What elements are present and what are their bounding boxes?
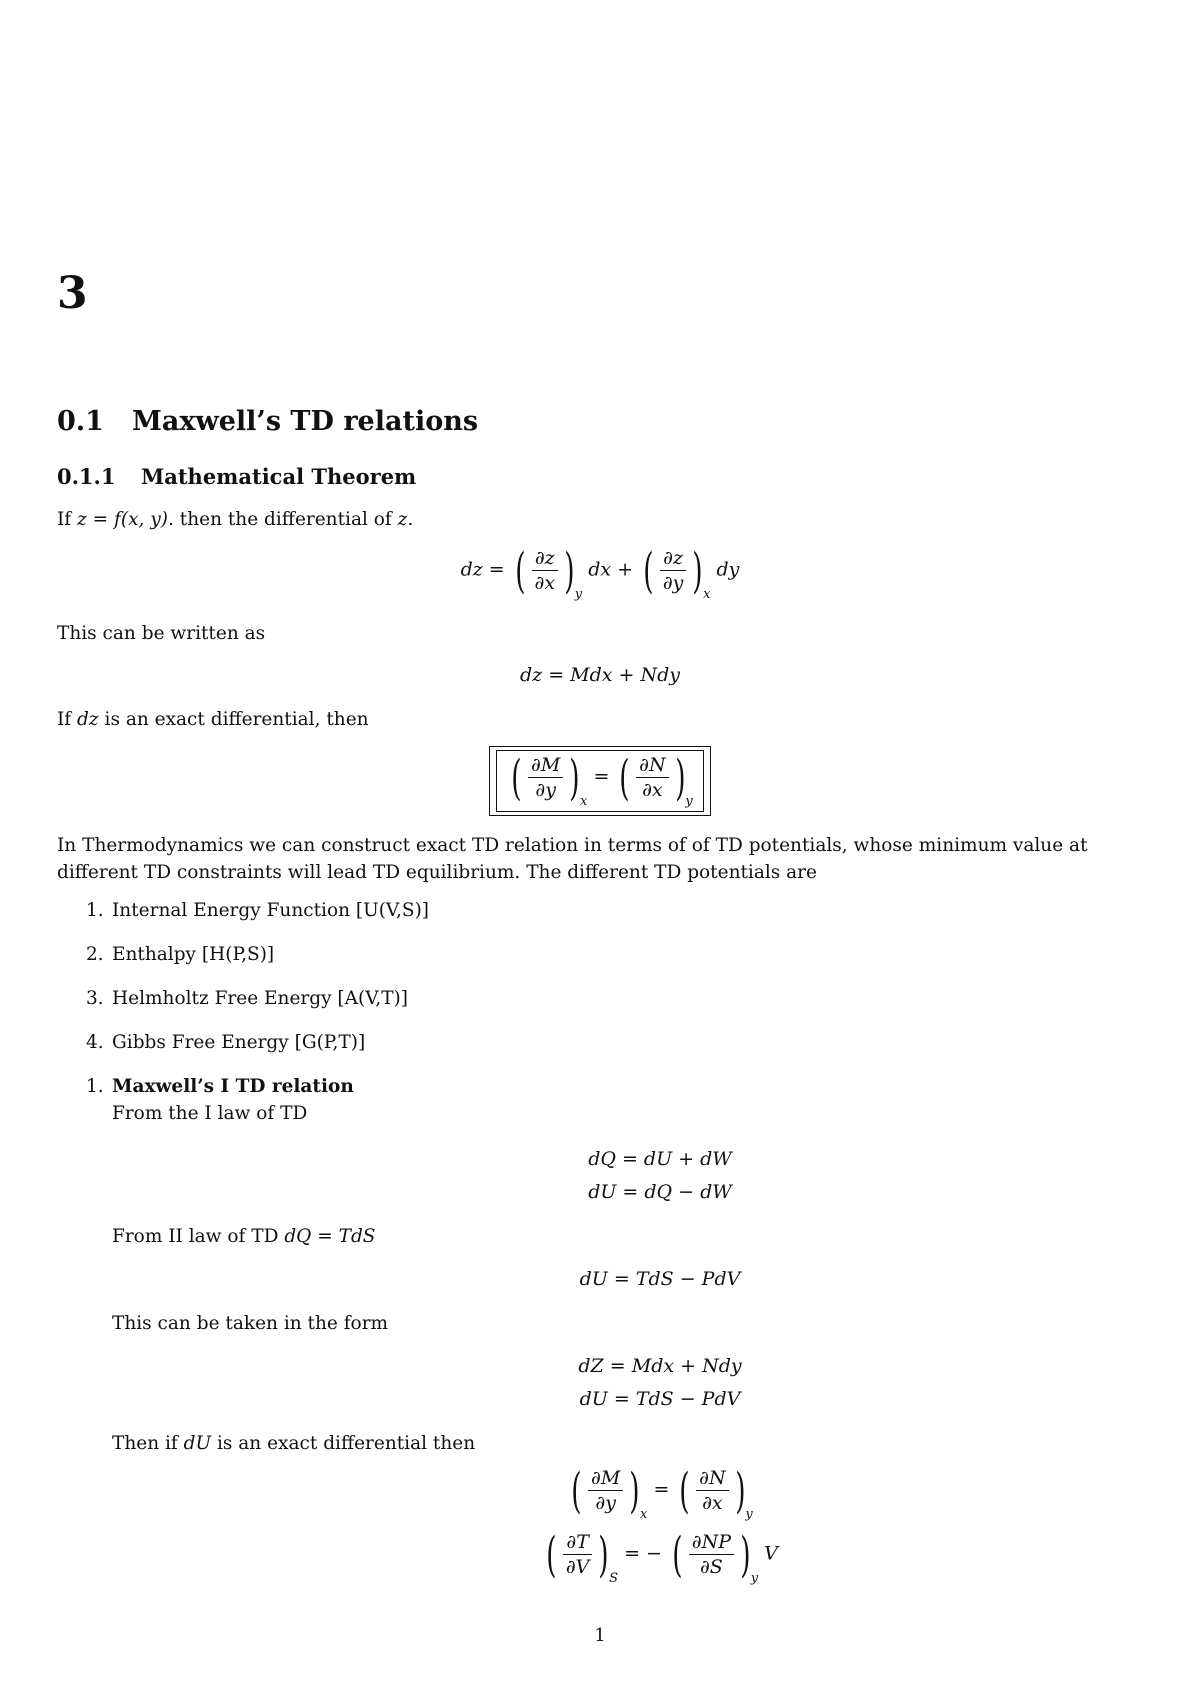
page-number: 1 bbox=[594, 1625, 606, 1646]
then-variable: dU bbox=[183, 1433, 212, 1454]
from-first-law: From the I law of TD bbox=[112, 1103, 308, 1124]
exact-if: If bbox=[57, 709, 72, 730]
then-line: Then if dU is an exact differential then bbox=[112, 1433, 476, 1454]
relation-tv: ( $\frac{\partial T}{\partial V}$ )$_S$ = − ( $\frac{\partial NP}{\partial S}$ )$_y$ V bbox=[546, 1526, 778, 1586]
equation-total-differential: dz = ( $\frac{\partial z}{\partial x}$ )$_y$ dx + ( $\frac{\partial z}{\partial y}$ )$_x$ dy bbox=[460, 542, 740, 602]
from-second-law: From II law of TD dQ = TdS bbox=[112, 1226, 376, 1247]
exact-variable: dz bbox=[77, 709, 99, 730]
taken-form-text: This can be taken in the form bbox=[112, 1313, 389, 1334]
eq-middle: dx + bbox=[588, 558, 634, 581]
section-title: Maxwell’s TD relations bbox=[132, 406, 479, 437]
intro-line bbox=[57, 506, 413, 533]
intro-expression: z = f(x, y). bbox=[77, 509, 174, 530]
list-item: 2. Enthalpy [H(P,S)] bbox=[86, 944, 275, 965]
boxed-equation: ( $\frac{\partial M}{\partial y}$ )$_x$ = ( $\frac{\partial N}{\partial x}$ )$_y$ bbox=[0, 746, 1200, 816]
written-as-text: This can be written as bbox=[57, 623, 266, 644]
list-item: 4. Gibbs Free Energy [G(P,T)] bbox=[86, 1032, 366, 1053]
section-number: 0.1 bbox=[57, 406, 104, 437]
subscript: y bbox=[574, 586, 583, 602]
thermo-line-1: In Thermodynamics we can construct exact TD relation in terms of of TD potentials, whose minimum value at bbox=[57, 835, 1088, 856]
equation-mn: dz = Mdx + Ndy bbox=[519, 664, 681, 686]
exact-line bbox=[57, 706, 369, 733]
equation-dq: dQ = dU + dW bbox=[588, 1148, 732, 1170]
fraction: $\frac{\partial z}{\partial y}$ bbox=[660, 546, 687, 595]
equation-du-tds: dU = TdS − PdV bbox=[579, 1268, 741, 1290]
equation-du-form: dU = TdS − PdV bbox=[579, 1388, 741, 1410]
exact-text: is an exact differential, then bbox=[104, 709, 369, 730]
intro-if: If bbox=[57, 509, 72, 530]
fraction: $\frac{\partial z}{\partial x}$ bbox=[532, 546, 559, 595]
eq-lhs: dz = bbox=[460, 558, 505, 581]
intro-variable: z. bbox=[397, 509, 414, 530]
eq-end: dy bbox=[716, 558, 740, 581]
subsection-number: 0.1.1 bbox=[57, 464, 116, 489]
list-item: 3. Helmholtz Free Energy [A(V,T)] bbox=[86, 988, 408, 1009]
subsection-heading bbox=[57, 464, 416, 489]
thermo-line-2: different TD constraints will lead TD equilibrium. The different TD potentials are bbox=[57, 862, 817, 883]
section-heading bbox=[57, 406, 478, 437]
equation-du: dU = dQ − dW bbox=[588, 1181, 732, 1203]
second-law-eq: dQ = TdS bbox=[284, 1226, 376, 1247]
list-item: 1. Internal Energy Function [U(V,S)] bbox=[86, 900, 430, 921]
intro-text: then the differential of bbox=[179, 509, 392, 530]
chapter-number: 3 bbox=[57, 268, 88, 319]
subscript: x bbox=[703, 586, 711, 602]
thermo-paragraph bbox=[57, 832, 1147, 886]
subsection-title: Mathematical Theorem bbox=[141, 464, 417, 489]
maxwell-1-heading: 1. Maxwell’s I TD relation bbox=[86, 1076, 354, 1097]
relation-mn: ( $\frac{\partial M}{\partial y}$ )$_x$ = ( $\frac{\partial N}{\partial x}$ )$_y$ bbox=[571, 1462, 753, 1522]
equation-dz: dZ = Mdx + Ndy bbox=[578, 1355, 742, 1377]
maxwell-1-title: Maxwell’s I TD relation bbox=[112, 1076, 354, 1097]
